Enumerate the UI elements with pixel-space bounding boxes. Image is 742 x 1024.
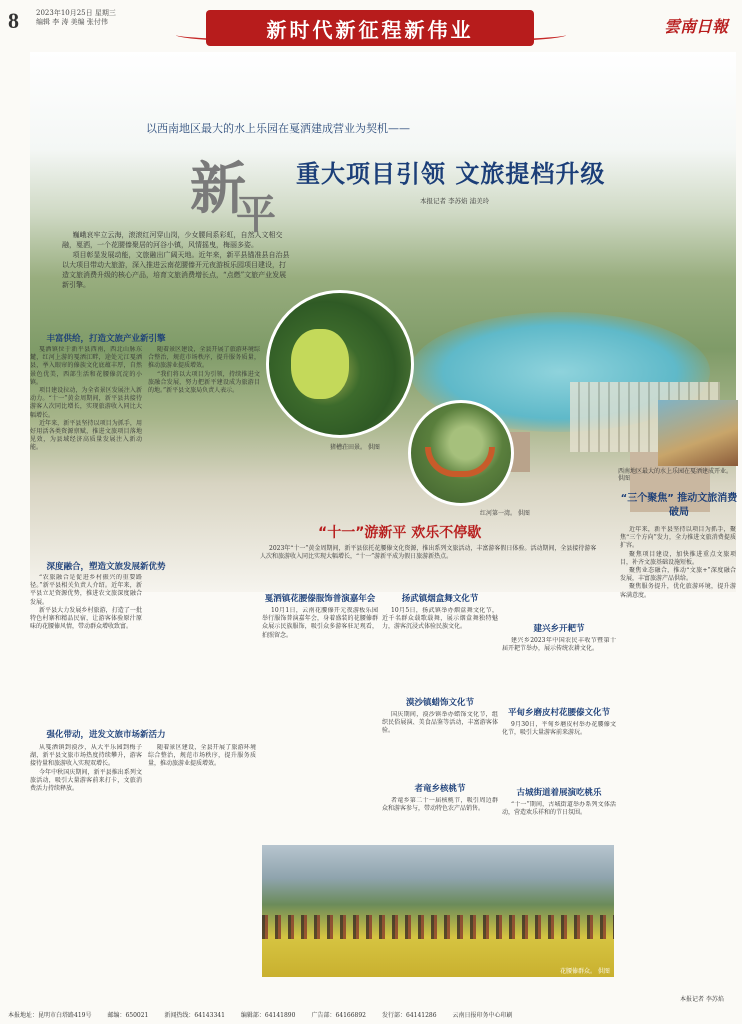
column-text	[30, 744, 142, 996]
main-headline: 重大项目引领 文旅提档升级	[296, 160, 606, 188]
river-bend	[425, 447, 495, 477]
paragraph: 10月5日，扬武镇举办烟盒舞文化节，近千名群众载歌载舞，展示烟盒舞独特魅力，游客沉浸式体验民族文化。	[382, 607, 498, 631]
page-number: 8	[8, 8, 19, 33]
center-intro	[260, 545, 600, 561]
section-title: 平甸乡磨皮村花腰傣文化节	[507, 708, 610, 718]
paragraph: 戛洒镇位于新平县西南，西北山脉东麓，红河上游的戛洒江畔，途处元江戛洒县，挙入眼帘的傣族文化底蕴丰厚，自然景色优美，西部生活和花腰傣沉淀的小镇。	[30, 346, 142, 386]
editors-line: 编辑 李 涛 美编 张付伟	[36, 18, 108, 26]
section-title: 强化带动，进发文旅市场新活力	[46, 730, 166, 740]
paragraph: 聚焦项目建设，加快推进重点文旅项目，补齐文旅基础设施短板。	[620, 550, 736, 566]
footer-tel: 新闻热线：64143341	[164, 1012, 225, 1019]
terraced-field	[291, 329, 349, 399]
byline: 本报记者 李苏焰 浦美玲	[420, 197, 490, 205]
paragraph: 新平县大力发展乡村旅游，打造了一批特色村寨和精品民宿，让游客体验原汁原味的花腰傣风情，带动群众增收致富。	[30, 606, 142, 631]
right-signature: 本报记者 李苏焰	[680, 996, 724, 1003]
mid-section	[262, 592, 378, 717]
mid-section	[382, 592, 498, 677]
paragraph: 建兴乡2023年中国农民丰收节暨第十届开耙节举办，展示传统农耕文化。	[502, 637, 616, 653]
mid-section	[382, 696, 498, 761]
section-title: 戛洒镇花腰傣服饰普演嘉年会	[264, 594, 376, 604]
column-text	[148, 744, 256, 996]
center-headline: “十一”游新平 欢乐不停歇	[318, 525, 482, 541]
section-title: 者竜乡核桃节	[414, 784, 466, 794]
section-title: 扬武镇烟盒舞文化节	[401, 594, 479, 604]
paragraph: 近年来，新平县坚持以项目为抓手，用好用活各类资源禀赋，推进文旅项目落地见效，为县域经济高质量发展注入新动能。	[30, 419, 142, 452]
decorative-big-char: 平	[236, 191, 276, 238]
circle-photo-farmland	[266, 290, 414, 438]
section-banner	[206, 10, 534, 46]
paragraph: 随着景区建设，全县开展了旅游环境综合整治，规范市场秩序，提升服务质量，推动旅游业提质增效。	[148, 346, 260, 370]
paragraph: 从戛洒镇到漠沙，从大平乐园到梅子湖，新平县文旅市场热度持续攀升，游客接待量和旅游收入实现双增长。	[30, 744, 142, 768]
footer-tel: 广告部：64166892	[311, 1012, 366, 1019]
column-text	[30, 346, 142, 546]
footer-postcode: 邮编：650021	[107, 1012, 149, 1019]
lead-paragraph: 项目彰显发展动能，文旅融出广阔天地。近年来，新平县锚准县自治县以大项目带动大旅游，深入推进云南花腰傣开元夜游板乐园项目建设，打造文旅消费升级的核心产品，培育文旅消费增长点，“点燃”文旅产业发展新引擎。	[62, 251, 290, 289]
paragraph: 随着景区建设，全县开展了旅游环境综合整治，规范市场秩序，提升服务质量，推动旅游业提质增效。	[148, 744, 256, 768]
circle2-caption: 红河第一湾。 供图	[480, 510, 530, 517]
footer-address: 本报地址：昆明市白塔路419号	[8, 1012, 92, 1019]
newspaper-logo: 雲南日報	[663, 17, 728, 36]
footer-tel: 发行部：64141286	[382, 1012, 437, 1019]
hero-subtitle: 以西南地区最大的水上乐园在戛洒建成营业为契机——	[146, 122, 410, 135]
paragraph: 今年中秋国庆期间，新平县推出系列文旅活动，吸引大量游客前来打卡，文旅消费活力持续释放。	[30, 768, 142, 793]
banner-text: 新时代新征程新伟业	[266, 17, 474, 42]
paragraph: “十一”期间，古城街道举办系列文体活动，营造欢乐祥和的节日氛围。	[502, 801, 616, 817]
masthead-meta	[36, 9, 156, 27]
bottom-photo-festival	[262, 845, 614, 977]
corner-caption: 西南地区最大的水上乐园在戛洒建成开业。 供图	[618, 468, 733, 482]
footer	[8, 1010, 734, 1019]
corner-photo	[658, 400, 738, 466]
section-title: 建兴乡开耙节	[533, 624, 585, 634]
date-line: 2023年10月25日 星期三	[36, 9, 116, 17]
paragraph: “农旅融合是促进乡村振兴的重要路径。”新平县相关负责人介绍。近年来，新平县立足资源优势，推进农文旅深度融合发展。	[30, 574, 142, 606]
paragraph: “我们将以大项目为引领，持续推进文旅融合发展，努力把新平建设成为旅游目的地。”新平县文旅局负责人表示。	[148, 370, 260, 395]
paragraph: 国庆期间，漠沙镇举办蜡饰文化节，组织民俗展演、美食品鉴等活动，丰富游客体验。	[382, 711, 498, 735]
mid-section	[382, 782, 498, 847]
mid-section	[502, 622, 616, 687]
lead-paragraph: 巍峨哀牢立云海，滚滚红河穿山岗，少女腰间系彩虹，自然人文相交融，戛洒，一个花腰傣聚居的河谷小镇，风情摇曳，梅丽多姿。	[62, 231, 283, 249]
paragraph: 9月30日，平甸乡磨皮村举办花腰傣文化节，吸引大量游客前来游玩。	[502, 721, 616, 737]
paragraph: 聚焦服务提升，优化旅游环境，提升游客满意度。	[620, 583, 736, 599]
paragraph: 2023年“十一”黄金周期间，新平县依托花腰傣文化资源，推出系列文旅活动，丰富游客假日体验。活动期间，全县接待游客人次和旅游收入同比实现大幅增长，“十一”游新平成为假日旅游新热点。	[260, 545, 597, 561]
section-title: 深度融合，塑造文旅发展新优势	[46, 562, 166, 572]
mid-section	[502, 786, 616, 851]
section-title: 古城街道着展演吃桃乐	[516, 788, 602, 798]
mid-section	[502, 706, 616, 771]
decorative-big-char: 新	[190, 156, 246, 222]
right-column-text	[620, 526, 736, 992]
bottom-caption: 花腰傣群众。 供图	[560, 968, 610, 975]
paragraph: 项目建设拉动，为全省景区发展注入新动力。“十一”黄金周期间，新平县共接待游客人次同比增长，实现旅游收入同比大幅增长。	[30, 387, 142, 419]
circle-photo-river-bend	[408, 400, 514, 506]
column-text	[148, 346, 260, 546]
footer-print: 云南日报印务中心印刷	[452, 1012, 513, 1019]
circle1-caption: 猪槽荘田景。 供图	[330, 444, 380, 451]
right-section-title: “三个聚焦” 推动文旅消费破局	[620, 493, 738, 518]
lead-paragraphs	[62, 230, 292, 290]
paragraph: 10月1日，云南花腰傣开元夜游板乐园举行服饰普演嘉年会，身着盛装的花腰傣群众展示民族服饰，吸引众多游客驻足观看，拍照留念。	[262, 607, 378, 639]
performers	[262, 915, 614, 939]
paragraph: 者竜乡第二十一届核桃节，吸引周边群众和游客参与，带动特色农产品销售。	[382, 797, 498, 813]
footer-tel: 编辑部：64141890	[240, 1012, 296, 1019]
column-text	[30, 574, 142, 714]
paragraph: 聚焦业态融合，推动“文旅+”深度融合发展，丰富旅游产品供给。	[620, 567, 736, 583]
section-title: 漠沙镇蜡饰文化节	[405, 698, 474, 708]
paragraph: 近年来，新平县坚持以项目为抓手，聚焦“三个方向”发力，全力推进文旅消费提质扩容。	[620, 526, 736, 550]
section-title: 丰富供给，打造文旅产业新引擎	[46, 334, 166, 344]
